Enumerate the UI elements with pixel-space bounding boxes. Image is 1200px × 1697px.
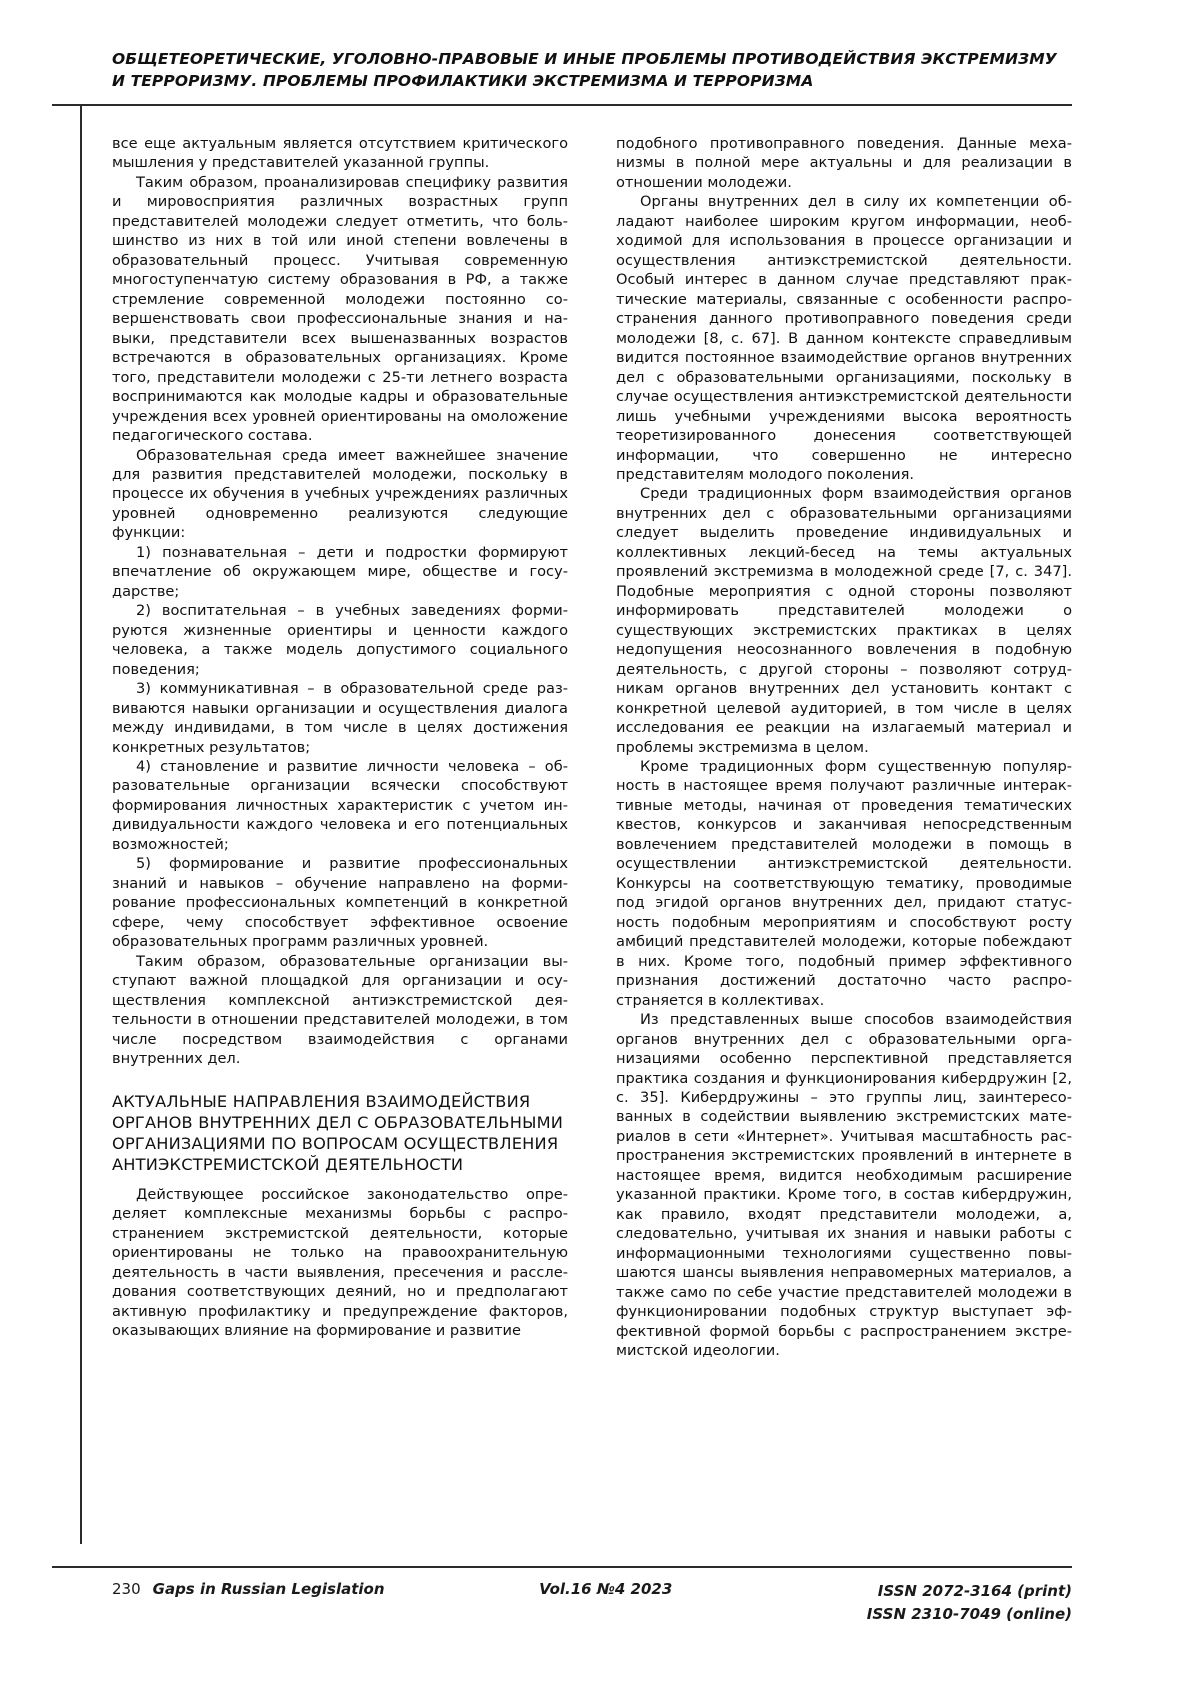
right-column	[616, 134, 1072, 1361]
two-column-body	[112, 134, 1072, 1361]
journal-name: Gaps in Russian Legislation	[152, 1580, 385, 1598]
paragraph: Кроме традиционных форм существенную популярность в настоящее время получают различные интерактивные методы, начиная от проведения тематических квестов, конкурсов и заканчивая непосредственным вовлечением представителей молодежи в помощь в осуществлении антиэкстремистской деятельности. Конкурсы на соответствующую тематику, проводимые под эгидой органов внутренних дел, придают статусность подобным мероприятиям и способствуют росту амбиций представителей молодежи, которые побеждают в них. Кроме того, подобный пример эффективного признания достижений достаточно часто распространяется в коллективах.	[616, 758, 1072, 1009]
header-rule	[52, 104, 1072, 106]
paragraph: Из представленных выше способов взаимодействия органов внутренних дел с образовательными организациями особенно перспективной представляется практика создания и функционирования кибердружин [2, с. 35]. Кибердружины – это группы лиц, заинтересованных в содействии выявлению экстремистских материалов в сети «Интернет». Учитывая масштабность распространения экстремистских проявлений в интернете в настоящее время, видится необходимым расширение указанной практики. Кроме того, в состав кибердружин, как правило, входят представители молодежи, а, следовательно, учитывая их знания и навыки работы с информационными технологиями существенно повышаются шансы выявления неправомерных материалов, а также само по себе участие представителей молодежи в функционировании подобных структур выступает эффективной формой борьбы с распространением экстремистской идеологии.	[616, 1011, 1072, 1360]
running-head: ОБЩЕТЕОРЕТИЧЕСКИЕ, УГОЛОВНО-ПРАВОВЫЕ И ИНЫЕ ПРОБЛЕМЫ ПРОТИВОДЕЙСТВИЯ ЭКСТРЕМИЗМУ И ТЕРРОРИЗМУ. ПРОБЛЕМЫ ПРОФИЛАКТИКИ ЭКСТРЕМИЗМА И ТЕРРОРИЗМА	[112, 50, 1057, 91]
page-footer	[112, 1580, 1072, 1625]
footer-rule	[52, 1566, 1072, 1568]
issn-block	[867, 1580, 1072, 1625]
paragraph: Таким образом, образовательные организации выступают важной площадкой для организации и осуществления комплексной антиэкстремистской деятельности в отношении представителей молодежи, в том числе посредством взаимодействия с органами внутренних дел.	[112, 952, 568, 1068]
paragraph: Образовательная среда имеет важнейшее значение для развития представителей молодежи, поскольку в процессе их обучения в учебных учреждениях различных уровней одновременно реализуются следующие функции:	[112, 446, 568, 542]
list-item: 2) воспитательная – в учебных заведениях формируются жизненные ориентиры и ценности каждого человека, а также модель допустимого социального поведения;	[112, 602, 568, 678]
issn-print: ISSN 2072-3164 (print)	[877, 1582, 1072, 1600]
paragraph: Действующее российское законодательство определяет комплексные механизмы борьбы с распространением экстремистской деятельности, которые ориентированы не только на правоохранительную деятельность в части выявления, пресечения и расследования соответствующих деяний, но и предполагают активную профилактику и предупреждение факторов, оказывающих влияние на формирование и развитие	[112, 1185, 568, 1340]
left-column	[112, 134, 568, 1361]
page-number: 230	[112, 1580, 141, 1598]
left-vertical-rule	[80, 104, 82, 1544]
list-item: 1) познавательная – дети и подростки формируют впечатление об окружающем мире, обществе и государстве;	[112, 543, 568, 600]
list-item: 4) становление и развитие личности человека – образовательные организации всячески способствуют формирования личностных характеристик с учетом индивидуальности каждого человека и его потенциальных возможностей;	[112, 758, 568, 853]
paragraph: подобного противоправного поведения. Данные механизмы в полной мере актуальны и для реализации в отношении молодежи.	[616, 135, 1072, 191]
paragraph: Органы внутренних дел в силу их компетенции обладают наиболее широким кругом информации, необходимой для использования в процессе организации и осуществления антиэкстремистской деятельности. Особый интерес в данном случае представляют практические материалы, связанные с особенности распространения данного противоправного поведения среди молодежи [8, с. 67]. В данном контексте справедливым видится постоянное взаимодействие органов внутренних дел с образовательными организациями, поскольку в случае осуществления антиэкстремистской деятельности лишь учебными учреждениями высока вероятность теоретизированного донесения соответствующей информации, что совершенно не интересно представителям молодого поколения.	[616, 193, 1072, 483]
paragraph: Таким образом, проанализировав специфику развития и мировосприятия различных возрастных групп представителей молодежи следует отметить, что большинство из них в той или иной степени вовлечены в образовательный процесс. Учитывая современную многоступенчатую систему образования в РФ, а также стремление современной молодежи постоянно совершенствовать свои профессиональные знания и навыки, представители всех вышеназванных возрастов встречаются в образовательных организациях. Кроме того, представители молодежи с 25-ти летнего возраста воспринимаются как молодые кадры и образовательные учреждения всех уровней ориентированы на омоложение педагогического состава.	[112, 173, 568, 445]
footer-left	[112, 1580, 385, 1598]
list-item: 3) коммуникативная – в образовательной среде развиваются навыки организации и осуществления диалога между индивидами, в том числе в целях достижения конкретных результатов;	[112, 680, 568, 756]
volume-issue: Vol.16 №4 2023	[539, 1580, 673, 1598]
paragraph: Среди традиционных форм взаимодействия органов внутренних дел с образовательными организациями следует выделить проведение индивидуальных и коллективных лекций-бесед на темы актуальных проявлений экстремизма в молодежной среде [7, с. 347]. Подобные мероприятия с одной стороны позволяют информировать представителей молодежи о существующих экстремистских практиках в целях недопущения неосознанного вовлечения в подобную деятельность, с другой стороны – позволяют сотрудникам органов внутренних дел установить контакт с конкретной целевой аудиторией, в том числе в целях исследования ее реакции на излагаемый материал и проблемы экстремизма в целом.	[616, 485, 1072, 756]
list-item: 5) формирование и развитие профессиональных знаний и навыков – обучение направлено на формирование профессиональных компетенций в конкретной сфере, чему способствует эффективное освоение образовательных программ различных уровней.	[112, 855, 568, 951]
paragraph: все еще актуальным является отсутствием критического мышления у представителей указанной группы.	[112, 135, 568, 172]
issn-online: ISSN 2310-7049 (online)	[866, 1604, 1072, 1623]
section-title: АКТУАЛЬНЫЕ НАПРАВЛЕНИЯ ВЗАИМОДЕЙСТВИЯ ОРГАНОВ ВНУТРЕННИХ ДЕЛ С ОБРАЗОВАТЕЛЬНЫМИ ОРГАНИЗАЦИЯМИ ПО ВОПРОСАМ ОСУЩЕСТВЛЕНИЯ АНТИЭКСТРЕМИСТСКОЙ ДЕЯТЕЛЬНОСТИ	[112, 1091, 564, 1174]
